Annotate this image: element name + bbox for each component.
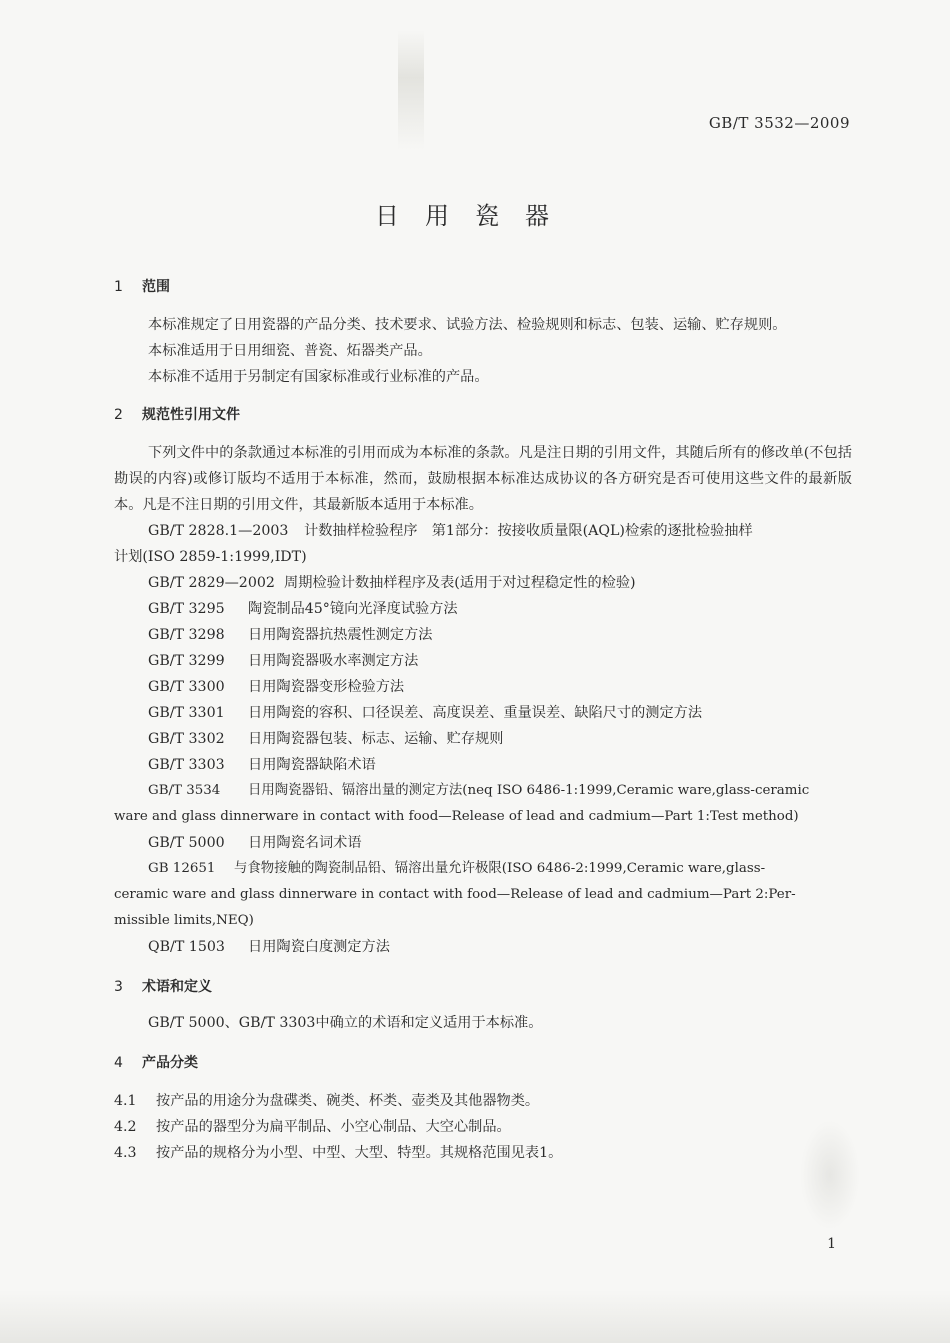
section-4-heading — [114, 1052, 198, 1072]
section-title: 产品分类 — [142, 1055, 198, 1071]
reference-title: 陶瓷制品45°镜向光泽度试验方法 — [248, 601, 458, 617]
section-2-heading — [114, 404, 240, 424]
document-title: 日用瓷器 — [375, 202, 575, 230]
reference-title: 日用陶瓷器变形检验方法 — [248, 679, 405, 695]
section-3-heading — [114, 976, 212, 996]
reference-item — [148, 830, 852, 856]
reference-code: GB/T 3303 — [148, 757, 225, 773]
clause-number: 4.2 — [114, 1119, 137, 1135]
clause-number: 4.1 — [114, 1093, 137, 1109]
reference-continuation: ceramic ware and glass dinnerware in contact with food—Release of lead and cadmium—Part 2:Per- — [114, 887, 796, 902]
reference-title: 日用陶瓷器抗热震性测定方法 — [248, 627, 433, 643]
section-number: 3 — [114, 979, 123, 995]
reference-code: GB/T 3534 — [148, 783, 221, 798]
reference-code: GB/T 2829—2002 — [148, 575, 275, 591]
reference-item — [148, 700, 852, 726]
reference-item — [148, 622, 852, 648]
reference-code: QB/T 1503 — [148, 939, 225, 955]
reference-continuation: 计划(ISO 2859-1:1999,IDT) — [114, 549, 307, 565]
scan-stain-top — [398, 30, 424, 150]
terms-paragraph: GB/T 5000、GB/T 3303中确立的术语和定义适用于本标准。 — [148, 1015, 543, 1031]
reference-item — [148, 752, 852, 778]
page-number: 1 — [827, 1236, 836, 1252]
reference-item — [148, 648, 852, 674]
reference-item — [148, 726, 852, 752]
scope-paragraph-2: 本标准适用于日用细瓷、普瓷、炻器类产品。 — [148, 343, 432, 359]
reference-title: 日用陶瓷器铅、镉溶出量的测定方法(neq ISO 6486-1:1999,Ceramic ware,glass-ceramic — [248, 783, 810, 798]
section-title: 范围 — [142, 279, 170, 295]
reference-item — [148, 934, 852, 960]
reference-title: 日用陶瓷器缺陷术语 — [248, 757, 376, 773]
section-number: 4 — [114, 1055, 123, 1071]
section-number: 1 — [114, 279, 123, 295]
reference-code: GB/T 3299 — [148, 653, 225, 669]
reference-title: 计数抽样检验程序 第1部分：按接收质量限(AQL)检索的逐批检验抽样 — [304, 523, 753, 539]
reference-title: 日用陶瓷名词术语 — [248, 835, 362, 851]
reference-continuation: ware and glass dinnerware in contact with food—Release of lead and cadmium—Part 1:Test method) — [114, 809, 799, 824]
clause-number: 4.3 — [114, 1145, 137, 1161]
reference-item — [148, 856, 852, 882]
reference-title: 周期检验计数抽样程序及表(适用于对过程稳定性的检验) — [284, 575, 636, 591]
reference-item — [148, 518, 852, 544]
reference-code: GB/T 2828.1—2003 — [148, 523, 289, 539]
reference-title: 日用陶瓷的容积、口径误差、高度误差、重量误差、缺陷尺寸的测定方法 — [248, 705, 703, 721]
clause-item — [114, 1088, 852, 1114]
section-1-heading — [114, 276, 170, 296]
reference-code: GB/T 3302 — [148, 731, 225, 747]
clause-text: 按产品的规格分为小型、中型、大型、特型。其规格范围见表1。 — [156, 1145, 563, 1161]
clause-text: 按产品的用途分为盘碟类、碗类、杯类、壶类及其他器物类。 — [156, 1093, 540, 1109]
reference-code: GB/T 3301 — [148, 705, 225, 721]
clause-text: 按产品的器型分为扁平制品、小空心制品、大空心制品。 — [156, 1119, 511, 1135]
scope-paragraph-3: 本标准不适用于另制定有国家标准或行业标准的产品。 — [148, 369, 489, 385]
scan-stain-bottom — [0, 1290, 950, 1343]
section-title: 术语和定义 — [142, 979, 212, 995]
reference-item — [148, 596, 852, 622]
reference-code: GB/T 3300 — [148, 679, 225, 695]
reference-code: GB 12651 — [148, 861, 216, 876]
reference-continuation: missible limits,NEQ) — [114, 913, 254, 928]
scope-paragraph-1: 本标准规定了日用瓷器的产品分类、技术要求、试验方法、检验规则和标志、包装、运输、贮存规则。 — [148, 317, 787, 333]
reference-item — [148, 570, 852, 596]
reference-title: 日用陶瓷器包装、标志、运输、贮存规则 — [248, 731, 504, 747]
reference-code: GB/T 3298 — [148, 627, 225, 643]
clause-item — [114, 1114, 852, 1140]
reference-code: GB/T 5000 — [148, 835, 225, 851]
reference-item — [148, 674, 852, 700]
references-intro: 下列文件中的条款通过本标准的引用而成为本标准的条款。凡是注日期的引用文件，其随后所有的修改单(不包括勘误的内容)或修订版均不适用于本标准，然而，鼓励根据本标准达成协议的各方研究是否可使用这些文件的最新版本。凡是不注日期的引用文件，其最新版本适用于本标准。 — [114, 445, 852, 513]
section-number: 2 — [114, 407, 123, 423]
section-title: 规范性引用文件 — [142, 407, 240, 423]
reference-title: 日用陶瓷器吸水率测定方法 — [248, 653, 419, 669]
reference-code: GB/T 3295 — [148, 601, 225, 617]
reference-title: 与食物接触的陶瓷制品铅、镉溶出量允许极限(ISO 6486-2:1999,Ceramic ware,glass- — [234, 861, 766, 876]
standard-code: GB/T 3532—2009 — [708, 114, 850, 132]
clause-item — [114, 1140, 852, 1166]
reference-item — [148, 778, 852, 804]
reference-title: 日用陶瓷白度测定方法 — [248, 939, 390, 955]
